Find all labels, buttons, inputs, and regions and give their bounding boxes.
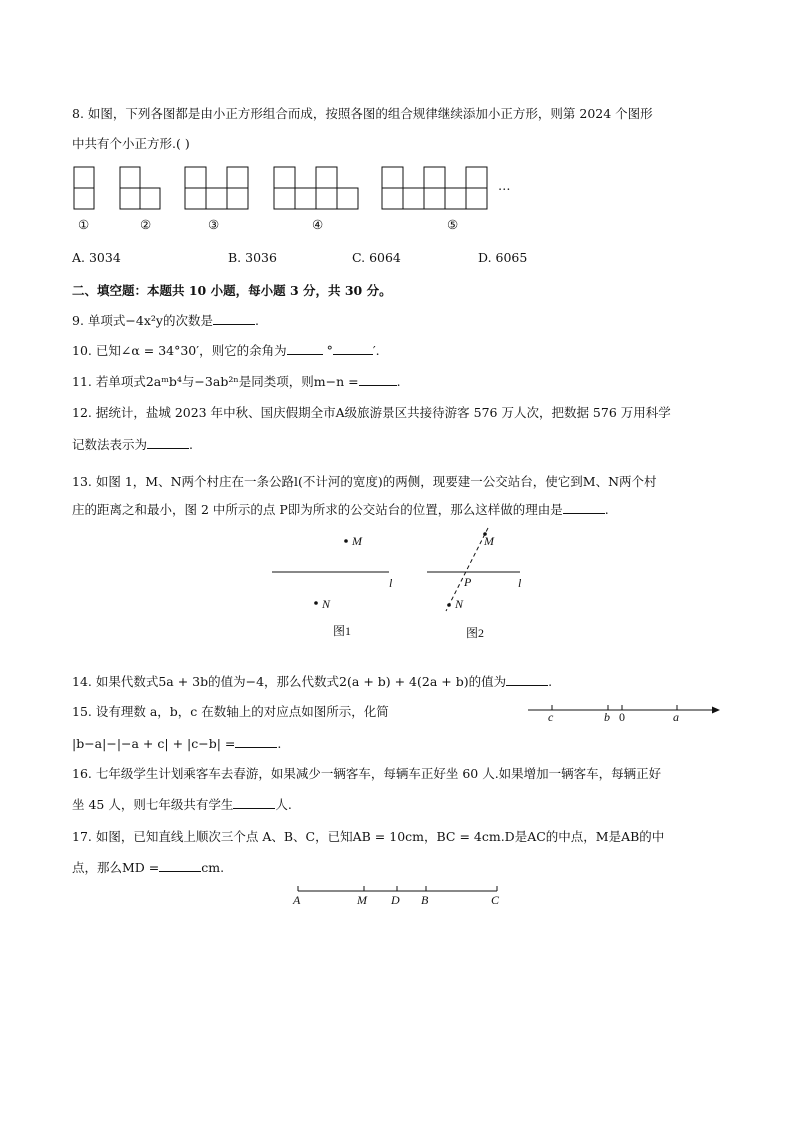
pattern-ellipsis: … (498, 178, 511, 193)
figure-label-5: ⑤ (447, 217, 459, 232)
q13-end: . (604, 502, 609, 517)
q11-end: . (396, 374, 401, 389)
q12-end: . (189, 437, 193, 452)
point-label-c: C (491, 893, 500, 907)
q12-line2-text: 记数法表示为 (72, 437, 148, 452)
q14-end: . (548, 674, 553, 689)
axis-label-b: b (604, 710, 610, 724)
figure-label-4: ④ (312, 217, 324, 232)
section-title: 二、填空题：本题共 10 小题，每小题 3 分，共 30 分。 (72, 283, 392, 298)
q13-line1: 13. 如图 1，M、N两个村庄在一条公路l(不计河的宽度)的两侧，现要建一公交站台，使它到M、N两个村 (72, 474, 657, 489)
q13-line2-text: 庄的距离之和最小，图 2 中所示的点 P即为所求的公交站台的位置，那么这样做的理由是 (72, 502, 563, 517)
q11-text: 11. 若单项式2aᵐb⁴与−3ab²ⁿ是同类项，则m−n = (72, 374, 359, 389)
q10-end: ′. (372, 343, 380, 358)
q10-text: 10. 已知∠α = 34°30′，则它的余角为 (72, 343, 287, 358)
fig2-caption: 图2 (466, 626, 485, 640)
q15-line1: 15. 设有理数 a，b，c 在数轴上的对应点如图所示，化简 (72, 704, 389, 719)
q9-text: 9. 单项式−4x²y的次数是 (72, 313, 213, 328)
fig1-caption: 图1 (333, 624, 352, 638)
axis-label-a: a (673, 710, 679, 724)
figure-label-1: ① (78, 217, 90, 232)
fig2-label-l: l (518, 576, 522, 590)
option-c: C. 6064 (352, 250, 401, 265)
q8-line2: 中共有个小正方形.( ) (72, 136, 190, 151)
q17-line1: 17. 如图，已知直线上顺次三个点 A、B、C，已知AB = 10cm，BC = 4cm.D是AC的中点，M是AB的中 (72, 829, 665, 844)
point-label-d: D (391, 893, 400, 907)
q14-text: 14. 如果代数式5a + 3b的值为−4，那么代数式2(a + b) + 4(2a + b)的值为 (72, 674, 507, 689)
option-d: D. 6065 (478, 250, 528, 265)
q17-line2-text: 点，那么MD = (72, 860, 160, 875)
q8-line1: 8. 如图，下列各图都是由小正方形组合而成，按照各图的组合规律继续添加小正方形，则第 2024 个图形 (72, 106, 653, 121)
q16-line1: 16. 七年级学生计划乘客车去春游，如果减少一辆客车，每辆车正好坐 60 人.如果增加一辆客车，每辆正好 (72, 766, 662, 781)
option-a: A. 3034 (72, 250, 121, 265)
q16-line2-text: 坐 45 人，则七年级共有学生 (72, 797, 234, 812)
fig1-label-m: M (352, 534, 362, 548)
point-label-a: A (293, 893, 301, 907)
fig2-label-n: N (455, 597, 464, 611)
figure-label-2: ② (140, 217, 152, 232)
q16-end: 人. (275, 797, 292, 812)
fig1-label-n: N (322, 597, 331, 611)
q12-line1: 12. 据统计，盐城 2023 年中秋、国庆假期全市A级旅游景区共接待游客 576 万人次，把数据 576 万用科学 (72, 405, 671, 420)
axis-label-c: c (548, 710, 554, 724)
q9-end: . (254, 313, 259, 328)
option-b: B. 3036 (228, 250, 277, 265)
axis-label-zero: 0 (619, 710, 625, 724)
q17-end: cm. (201, 860, 225, 875)
fig2-label-m: M (484, 534, 494, 548)
point-label-b: B (421, 893, 429, 907)
q15-line2-text: |b−a|−|−a + c| + |c−b| = (72, 736, 236, 751)
q15-end: . (277, 736, 282, 751)
point-label-m: M (357, 893, 367, 907)
q10-degree: ° (326, 343, 333, 358)
fig2-label-p: P (464, 575, 472, 589)
fig1-label-l: l (389, 576, 393, 590)
figure-label-3: ③ (208, 217, 220, 232)
